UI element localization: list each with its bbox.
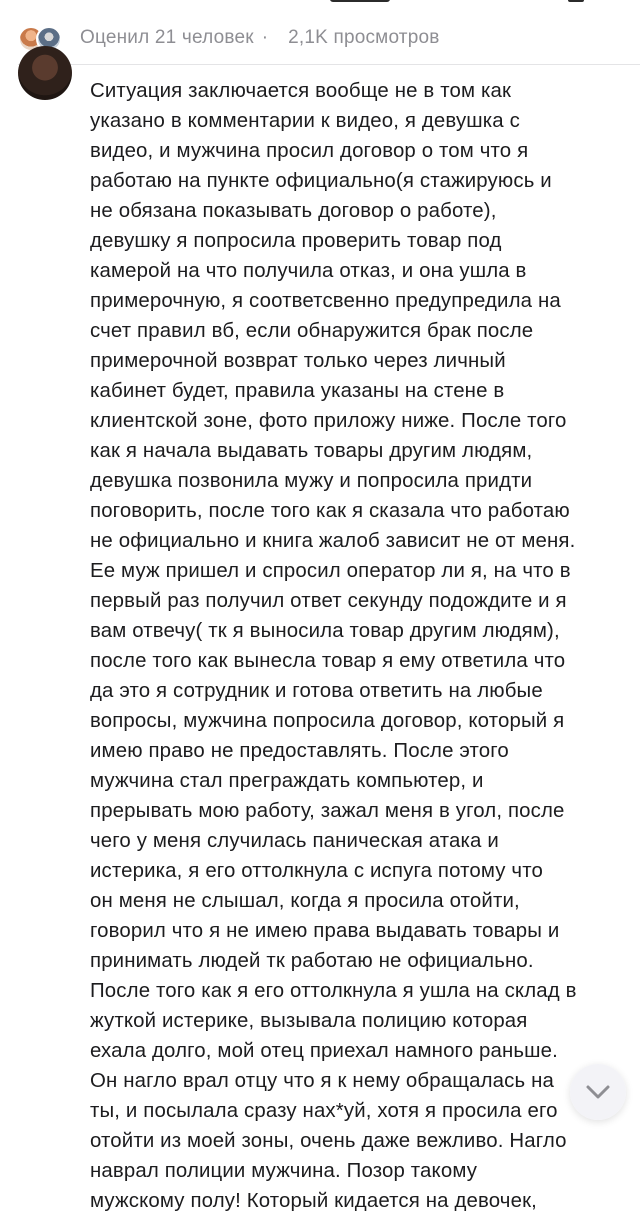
- avatar: [18, 46, 72, 100]
- cropped-title-fragment: [330, 0, 390, 2]
- rating-count[interactable]: Оценил 21 человек: [80, 27, 254, 48]
- post-stats-bar: [18, 18, 440, 58]
- comment-body: Ситуация заключается вообще не в том как указано в комментарии к видео, я девушка с видео, и мужчина просил договор о том что я работаю на пункте официально(я стажируюсь и не обязана показывать договор о работе), девушку я попросила проверить товар под камерой на что получила отказ, и она ушла в примерочную, я соответсвенно предупредила на счет правил вб, если обнаружится брак после примерочной возврат только через личный кабинет будет, правила указаны на стене в клиентской зоне, фото приложу ниже. После того как я начала выдавать товары другим людям, девушка позвонила мужу и попросила придти поговорить, после того как я сказала что работаю не официально и книга жалоб зависит не от меня. Ее муж пришел и спросил оператор ли я, на что в первый раз получил ответ секунду подождите и я вам отвечу( тк я выносила товар другим людям), после того как вынесла товар я ему ответила что да это я сотрудник и готова ответить на любые вопросы, мужчина попросила договор, который я имею право не предоставлять. После этого мужчина стал преграждать компьютер, и прерывать мою работу, зажал меня в угол, после чего у меня случилась паническая атака и истерика, я его оттолкнула с испуга потому что он меня не слышал, когда я просила отойти, говорил что я не имею права выдавать товары и принимать людей тк работаю не официально. После того как я его оттолкнула я ушла на склад в жуткой истерике, вызывала полицию которая ехала долго, мой отец приехал намного раньше. Он нагло врал отцу что я к нему обращалась на ты, и посылала сразу нах*уй, хотя я просила его отойти из моей зоны, очень даже вежливо. Нагло наврал полиции мужчина. Позор такому мужскому полу! Который кидается на девочек,: [90, 80, 577, 1212]
- chevron-down-icon: [585, 1084, 611, 1100]
- cropped-title-fragment-right: [568, 0, 584, 2]
- stats-separator: ·: [261, 27, 269, 48]
- divider: [18, 64, 640, 65]
- views-count: 2,1K просмотров: [288, 27, 440, 48]
- comment-author-avatar[interactable]: [18, 60, 72, 100]
- scroll-down-button[interactable]: [570, 1064, 626, 1120]
